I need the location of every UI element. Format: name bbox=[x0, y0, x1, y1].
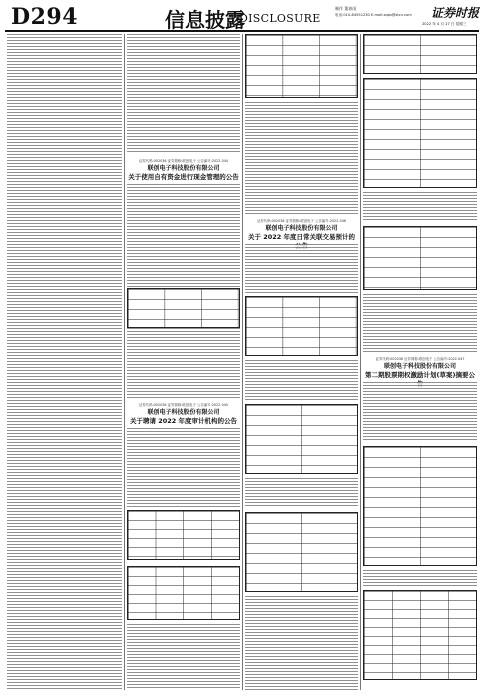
section-title: 信息披露 bbox=[165, 8, 245, 32]
data-table bbox=[245, 512, 358, 592]
data-table bbox=[127, 566, 240, 620]
body-text bbox=[127, 34, 240, 154]
data-table bbox=[363, 446, 477, 566]
body-text bbox=[127, 428, 240, 508]
newspaper-logo: 证券时报 bbox=[431, 6, 480, 20]
data-table bbox=[127, 510, 240, 560]
announcement-title: 第二期股票期权激励计划(草案)摘要公 bbox=[365, 371, 475, 379]
announcement-company: 联创电子科技股份有限公司 bbox=[383, 363, 456, 370]
data-table bbox=[363, 78, 477, 188]
body-text bbox=[363, 382, 477, 442]
announcement-title: 关于使用自有资金进行现金管理的公告 bbox=[128, 173, 239, 181]
announcement-company: 联创电子科技股份有限公司 bbox=[147, 409, 220, 416]
body-text bbox=[7, 34, 122, 690]
data-table bbox=[127, 288, 240, 328]
contact-line: 电话:010-84551230 E-mail:zqsb@stcn.com bbox=[335, 13, 412, 17]
body-text bbox=[245, 596, 358, 690]
announcement-code: 证券代码:002036 证券简称:联创电子 公告编号:2022-044 bbox=[138, 159, 229, 163]
data-table bbox=[245, 296, 358, 356]
body-text bbox=[363, 570, 477, 586]
data-table bbox=[363, 590, 477, 680]
announcement-company: 联创电子科技股份有限公司 bbox=[147, 165, 220, 172]
announcement-company: 联创电子科技股份有限公司 bbox=[265, 225, 338, 232]
body-text bbox=[363, 294, 477, 354]
data-table bbox=[245, 404, 358, 474]
column-3 bbox=[243, 34, 361, 690]
section-title-en: DISCLOSURE bbox=[239, 12, 321, 25]
announcement-headline bbox=[127, 402, 240, 425]
masthead bbox=[5, 0, 479, 32]
body-text bbox=[127, 624, 240, 690]
body-text bbox=[245, 102, 358, 214]
page-number: D294 bbox=[11, 4, 79, 30]
data-table bbox=[363, 226, 477, 290]
editor-line: 制作 董春雨 bbox=[335, 6, 357, 11]
body-text bbox=[245, 360, 358, 400]
body-text bbox=[245, 478, 358, 508]
announcement-title: 关于 2022 年度日常关联交易预计的 bbox=[247, 233, 356, 241]
column-1 bbox=[5, 34, 125, 690]
announcement-code: 证券代码:002036 证券简称:联创电子 公告编号:2022-047 bbox=[375, 357, 465, 361]
announcement-title: 关于聘请 2022 年度审计机构的公告 bbox=[129, 417, 238, 425]
body-text bbox=[245, 244, 358, 294]
issue-date: 2022 年 4 月 27 日 星期三 bbox=[422, 22, 467, 26]
column-4 bbox=[361, 34, 479, 690]
data-table bbox=[363, 34, 477, 74]
announcement-headline bbox=[127, 158, 240, 181]
column-2 bbox=[125, 34, 243, 690]
body-text bbox=[363, 192, 477, 222]
data-table bbox=[245, 34, 358, 98]
article-columns bbox=[5, 34, 479, 690]
announcement-code: 证券代码:002036 证券简称:联创电子 公告编号:2022-045 bbox=[138, 403, 229, 407]
announcement-code: 证券代码:002036 证券简称:联创电子 公告编号:2022-046 bbox=[256, 219, 347, 223]
